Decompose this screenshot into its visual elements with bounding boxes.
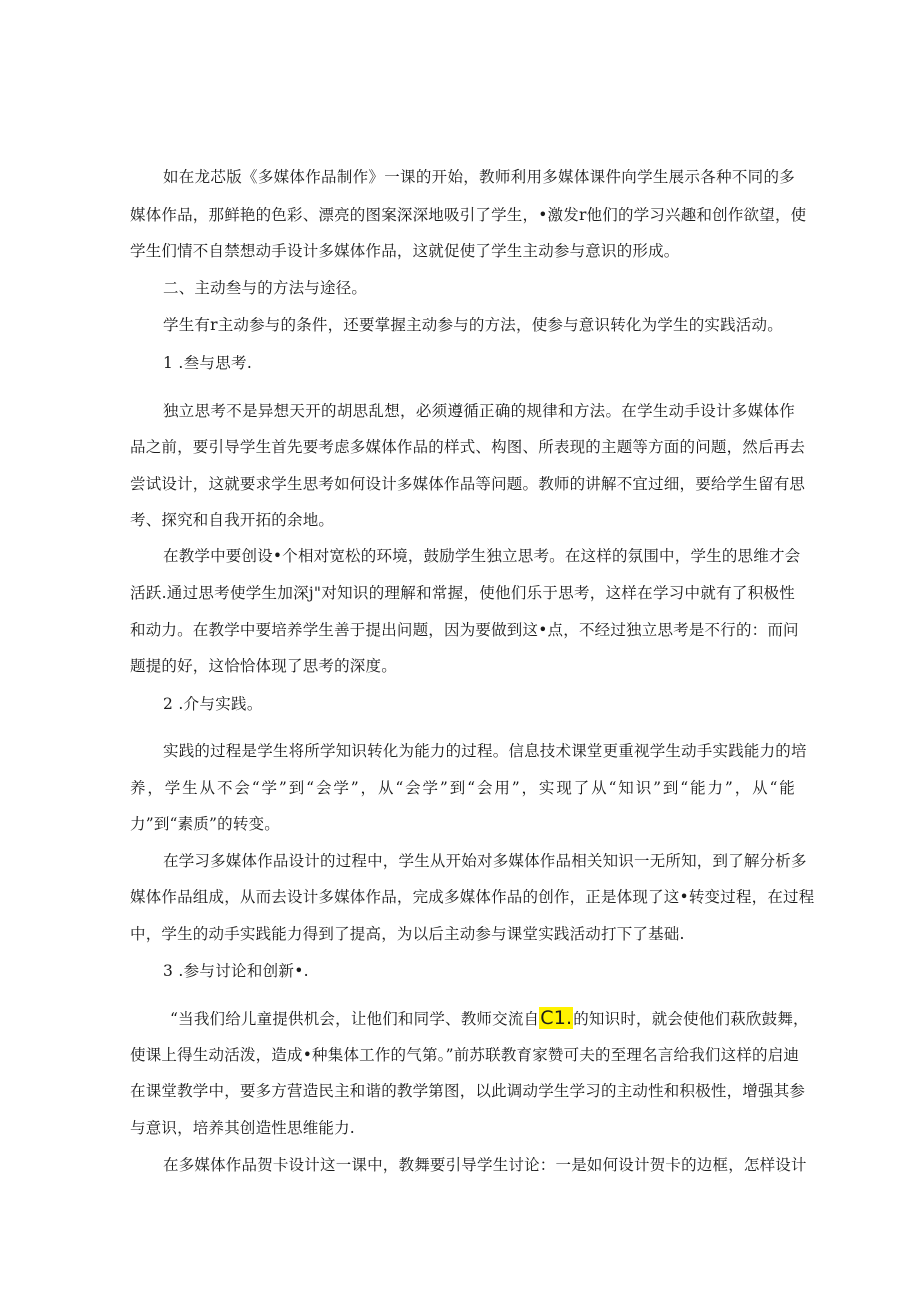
numbered-heading: 2 .介与实践。 <box>163 695 263 713</box>
section-heading: 二、主动叁与的方法与途径。 <box>163 279 368 297</box>
paragraph-line: 独立思考不是异想天开的胡思乱想，必须遵循正确的规律和方法。在学生动手设计多媒体作 <box>163 402 795 420</box>
paragraph-line: 媒体作品组成，从而去设计多媒体作品，完成多媒体作品的创作，正是体现了这•转变过程，在过程 <box>130 888 815 906</box>
paragraph-line: 养，学生从不会“学”到“会学”，从“会学”到“会用”，实现了从“知识”到“能力”，从“能 <box>130 779 795 797</box>
paragraph-line: 在课堂教学中，要多方营造民主和谐的教学第图，以此调动学生学习的主动性和积极性，增强其参 <box>130 1082 806 1100</box>
paragraph-line: 题提的好，这恰恰体现了思考的深度。 <box>130 657 397 675</box>
paragraph-line: 在学习多媒体作品设计的过程中，学生从开始对多媒体作品相关知识一无所知，到了解分析多 <box>163 852 807 870</box>
paragraph-line: 中，学生的动手实践能力得到了提高，为以后主动参与课堂实践活动打下了基础. <box>130 925 685 943</box>
paragraph-line: 品之前，要引导学生首先要考虑多媒体作品的样式、构图、所表现的主题等方面的问题，然后再去 <box>130 438 806 456</box>
paragraph-line: 使课上得生动活泼，造成•种集体工作的气第。”前苏联教育家赞可夫的至理名言给我们这样的启迪 <box>130 1046 800 1064</box>
quote-text: 的知识时，就会使他们萩欣鼓舞， <box>573 1010 809 1028</box>
paragraph-line: 力”到“素质”的转变。 <box>130 815 280 833</box>
numbered-heading: 1 .叁与思考. <box>163 354 253 372</box>
paragraph-line: 实践的过程是学生将所学知识转化为能力的过程。信息技术课堂更重视学生动手实践能力的培 <box>163 742 807 760</box>
paragraph-line: 与意识，培养其创造性思维能力. <box>130 1119 355 1137</box>
paragraph-line: 在多媒体作品贺卡设计这一课中，教舞要引导学生讨论：一是如何设计贺卡的边框，怎样设计 <box>163 1156 807 1174</box>
paragraph-line: 学生们情不自禁想动手设计多媒体作品，这就促使了学生主动参与意识的形成。 <box>130 242 680 260</box>
paragraph-line: 尝试设计，这就要求学生思考如何设计多媒体作品等问题。教师的讲解不宜过细，要给学生留有思 <box>130 475 806 493</box>
quote-text: “当我们给儿童提供机会，让他们和同学、教师交流自 <box>170 1010 540 1028</box>
paragraph-line: 考、探究和自我开拓的余地。 <box>130 511 335 529</box>
paragraph-line: 如在龙芯版《多媒体作品制作》一课的开始，教师利用多媒体课件向学生展示各种不同的多 <box>163 168 795 186</box>
paragraph-line: 在教学中要创设•个相对宽松的环境，鼓励学生独立思考。在这样的氛围中，学生的思维才会 <box>163 547 801 565</box>
paragraph-line: 活跃.通过思考使学生加深j"对知识的理解和常握，使他们乐于思考，这样在学习中就有了积极性 <box>130 584 795 602</box>
paragraph-line: 媒体作品，那鲜艳的色彩、漂亮的图案深深地吸引了学生，•激发r他们的学习兴趣和创作欲望，使 <box>130 206 807 224</box>
numbered-heading: 3 .参与讨论和创新•. <box>163 962 309 980</box>
paragraph-line: 和动力。在教学中要培养学生善于提出问题，因为要做到这•点，不经过独立思考是不行的：而问 <box>130 621 799 639</box>
highlighted-text: C1. <box>540 1007 573 1029</box>
paragraph-line: 学生有r主动参与的条件，还要掌握主动参与的方法，使参与意识转化为学生的实践活动。 <box>163 316 783 334</box>
paragraph-line <box>170 1007 809 1029</box>
